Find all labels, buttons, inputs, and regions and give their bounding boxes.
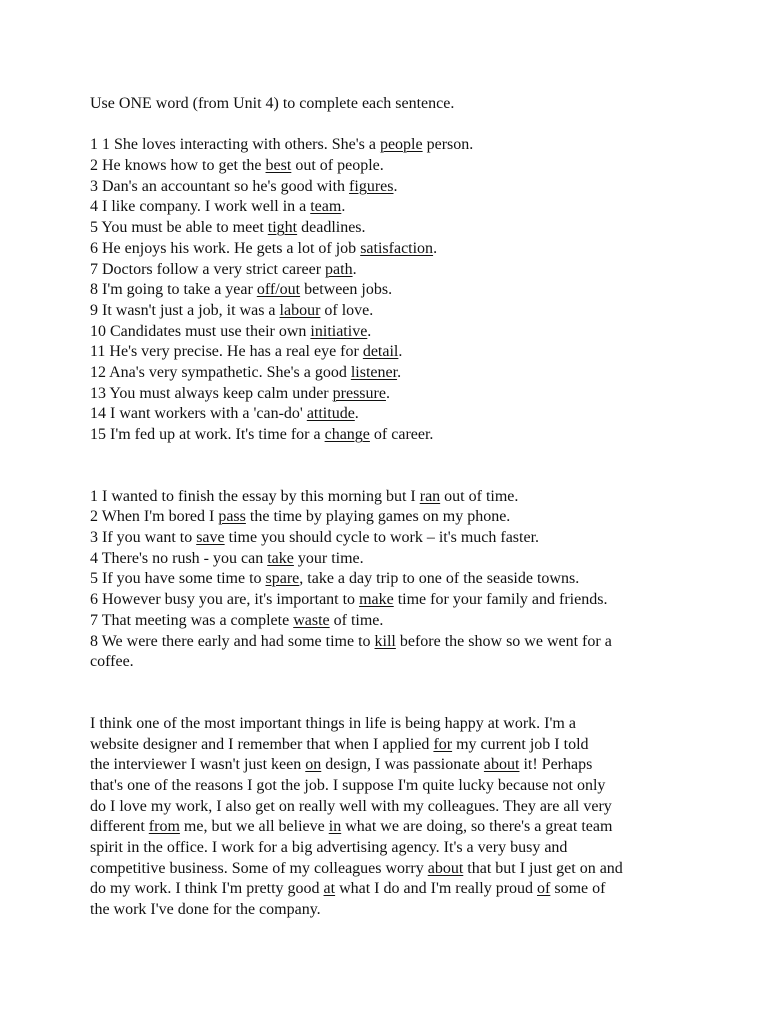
sentence-line: 6 However busy you are, it's important to make time for your family and friends. bbox=[90, 591, 608, 609]
answer-word: kill bbox=[374, 632, 396, 650]
sentence: 4 I like company. I work well in a team. bbox=[90, 198, 346, 216]
answer-word: tight bbox=[267, 219, 298, 237]
sentence: 1 1 She loves interacting with others. She's a people person. bbox=[90, 136, 474, 154]
answer-word: change bbox=[324, 426, 370, 443]
answer-word: waste bbox=[293, 611, 330, 629]
answer-word: labour bbox=[279, 301, 321, 319]
answer-word: satisfaction bbox=[360, 239, 434, 257]
paragraph-line: different from me, but we all believe in what we are doing, so there's a great team bbox=[90, 818, 613, 836]
sentence: 9 It wasn't just a job, it was a labour of love. bbox=[90, 301, 374, 319]
sentence: 10 Candidates must use their own initiative. bbox=[90, 322, 372, 340]
answer-word: save bbox=[196, 529, 225, 547]
paragraph-line: website designer and I remember that when I applied for my current job I told bbox=[90, 735, 589, 753]
sentence: 6 He enjoys his work. He gets a lot of job satisfaction. bbox=[90, 239, 438, 257]
answer-word: figures bbox=[349, 177, 394, 195]
paragraph-line: I think one of the most important things in life is being happy at work. I'm a bbox=[90, 714, 576, 732]
sentence-line: 1 I wanted to finish the essay by this morning but I ran out of time. bbox=[90, 487, 519, 505]
paragraph-line: that's one of the reasons I got the job. I suppose I'm quite lucky because not only bbox=[90, 776, 606, 794]
answer-word: team bbox=[310, 198, 342, 216]
answer-word: in bbox=[328, 818, 342, 836]
answer-word: for bbox=[433, 735, 453, 753]
sentence-line: 5 If you have some time to spare, take a day trip to one of the seaside towns. bbox=[90, 570, 580, 588]
exercise-3-paragraph bbox=[90, 714, 720, 921]
sentence-line: 8 We were there early and had some time to kill before the show so we went for a bbox=[90, 632, 612, 650]
worksheet-document bbox=[90, 94, 720, 921]
answer-word: about bbox=[427, 859, 464, 877]
sentence-line: 4 There's no rush - you can take your time. bbox=[90, 549, 364, 567]
answer-word: off/out bbox=[256, 281, 301, 299]
answer-word: of bbox=[537, 880, 551, 898]
sentence: 11 He's very precise. He has a real eye for detail. bbox=[90, 343, 403, 361]
answer-word: pressure bbox=[332, 384, 386, 402]
sentence-line: 2 When I'm bored I pass the time by playing games on my phone. bbox=[90, 508, 511, 526]
instruction-heading: Use ONE word (from Unit 4) to complete each sentence. bbox=[90, 95, 455, 112]
answer-word: people bbox=[379, 136, 423, 154]
sentence: 2 He knows how to get the best out of people. bbox=[90, 157, 384, 175]
answer-word: take bbox=[267, 549, 294, 567]
sentence: 14 I want workers with a 'can-do' attitude. bbox=[90, 405, 359, 423]
answer-word: from bbox=[148, 818, 180, 836]
sentence: 8 I'm going to take a year off/out between jobs. bbox=[90, 281, 393, 299]
sentence: 13 You must always keep calm under pressure. bbox=[90, 384, 390, 402]
sentence: 12 Ana's very sympathetic. She's a good listener. bbox=[90, 363, 402, 381]
sentence-line: coffee. bbox=[90, 653, 134, 671]
paragraph-line: do my work. I think I'm pretty good at what I do and I'm really proud of some of bbox=[90, 880, 606, 898]
answer-word: pass bbox=[218, 508, 246, 526]
answer-word: path bbox=[325, 260, 353, 278]
answer-word: about bbox=[483, 756, 520, 774]
answer-word: on bbox=[305, 756, 322, 774]
answer-word: detail bbox=[362, 343, 399, 361]
paragraph-line: spirit in the office. I work for a big advertising agency. It's a very busy and bbox=[90, 839, 568, 856]
sentence: 3 Dan's an accountant so he's good with figures. bbox=[90, 177, 398, 195]
paragraph-line: competitive business. Some of my colleagues worry about that but I just get on and bbox=[90, 859, 623, 877]
sentence-line: 3 If you want to save time you should cycle to work – it's much faster. bbox=[90, 529, 540, 547]
sentence: 15 I'm fed up at work. It's time for a change of career. bbox=[90, 426, 434, 443]
answer-word: at bbox=[323, 880, 336, 898]
sentence-line: 7 That meeting was a complete waste of time. bbox=[90, 611, 384, 629]
paragraph-line: the interviewer I wasn't just keen on design, I was passionate about it! Perhaps bbox=[90, 756, 593, 774]
paragraph-line: do I love my work, I also get on really well with my colleagues. They are all very bbox=[90, 797, 612, 815]
exercise-1-sentences bbox=[90, 135, 720, 445]
answer-word: listener bbox=[350, 363, 398, 381]
sentence: 5 You must be able to meet tight deadlines. bbox=[90, 219, 366, 237]
answer-word: ran bbox=[419, 487, 441, 505]
sentence: 7 Doctors follow a very strict career path. bbox=[90, 260, 357, 278]
exercise-2-sentences bbox=[90, 487, 720, 673]
answer-word: attitude bbox=[306, 405, 355, 423]
paragraph-line: the work I've done for the company. bbox=[90, 901, 321, 919]
answer-word: spare bbox=[265, 570, 300, 588]
answer-word: initiative bbox=[310, 322, 368, 340]
answer-word: best bbox=[265, 157, 292, 175]
answer-word: make bbox=[359, 591, 394, 609]
